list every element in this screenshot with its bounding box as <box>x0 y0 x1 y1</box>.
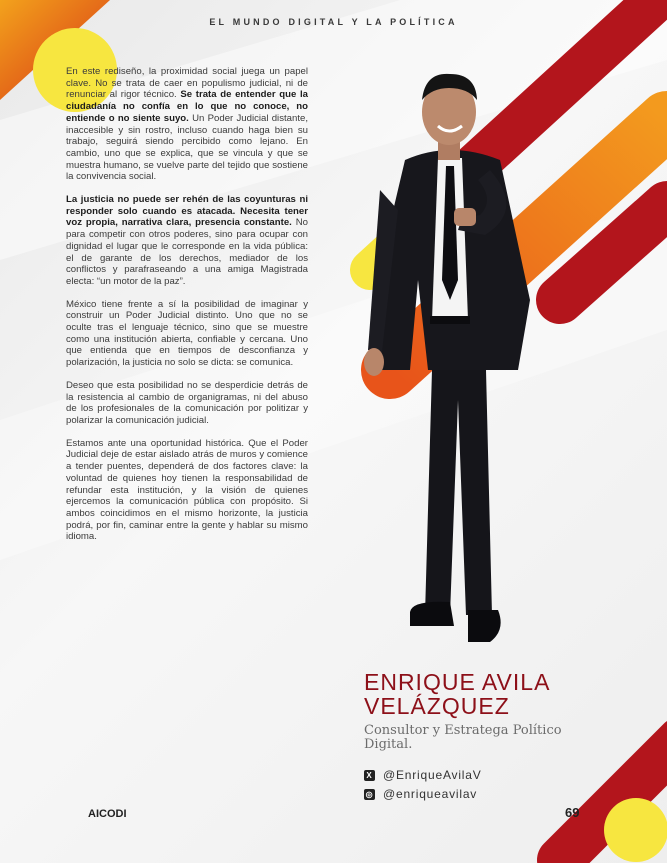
author-role: Consultor y Estratega Político Digital. <box>364 723 562 752</box>
body-text: Estamos ante una oportunidad histórica. Que el Poder Judicial deje de estar aislado atrás de muros y comience a tender puentes, dependerá de dos factores clave: la voluntad de quienes hoy tienen la responsabilidad de refundar esta institución, y la visión de quienes ejercemos la comunicación pública con propósito. Si ambos coincidimos en el mismo horizonte, la justicia podrá, por fin, caminar entre la gente y hablar su mismo idioma. <box>66 437 308 543</box>
author-name <box>364 670 550 718</box>
instagram-handle[interactable]: @enriqueavilav <box>383 787 478 801</box>
body-text: Un Poder Judicial distante, inaccesible y sin rostro, incluso cuando haga bien su trabajo, seguirá siendo percibido como lejano. En cambio, uno que se explica, que se vincula y que se muestra humano, se vuelve parte del tejido que sostiene la convivencia social. <box>66 112 308 183</box>
article-paragraph <box>66 194 308 288</box>
emphasis-text: Se trata de entender que la ciudadanía no confía en lo que no conoce, no entiende o no siente suyo. <box>66 89 308 124</box>
page-number: 69 <box>565 805 580 820</box>
body-text: No para competir con otros poderes, sino para ocupar con dignidad el lugar que le corresponde en la vida pública: el de garante de los derechos, mediador de los conflictos y parafraseando a una amiga Magistrada electa: “un motor de la paz”. <box>66 217 308 287</box>
author-name-line1: ENRIQUE AVILA <box>364 669 551 695</box>
article-paragraph <box>66 299 308 369</box>
article-paragraph <box>66 66 308 183</box>
author-photo <box>350 70 550 660</box>
running-title: EL MUNDO DIGITAL Y LA POLÍTICA <box>209 17 458 27</box>
x-handle[interactable]: @EnriqueAvilaV <box>383 768 482 782</box>
x-icon: X <box>364 770 375 781</box>
x-handle-row[interactable] <box>364 768 482 782</box>
article-paragraph <box>66 438 308 543</box>
article-body <box>66 66 308 554</box>
body-text: En este rediseño, la proximidad social juega un papel clave. No se trata de caer en populismo judicial, ni de renunciar al rigor técnico. <box>66 66 308 101</box>
instagram-handle-row[interactable] <box>364 787 477 801</box>
body-text: México tiene frente a sí la posibilidad de imaginar y construir un Poder Judicial distinto. Uno que no se oculte tras el lenguaje técnico, sino que se muestre como una institución abierta, confiable y cercana. Uno que entienda que en tiempos de desconfianza y polarización, la justicia no solo se dicta: se comunica. <box>66 298 308 369</box>
emphasis-text: La justicia no puede ser rehén de las coyunturas ni responder solo cuando es atacada. Necesita tener voz propia, narrativa clara, presencia constante. <box>66 194 308 229</box>
author-name-line2: VELÁZQUEZ <box>364 693 510 719</box>
article-paragraph <box>66 380 308 427</box>
body-text: Deseo que esta posibilidad no se desperdicie detrás de la resistencia al cambio de organigramas, ni del abuso de los profesionales de la comunicación por politizar y polarizar la comunicación judicial. <box>66 379 308 426</box>
brand-logo: AICODI <box>88 808 127 820</box>
instagram-icon: ◎ <box>365 789 374 799</box>
